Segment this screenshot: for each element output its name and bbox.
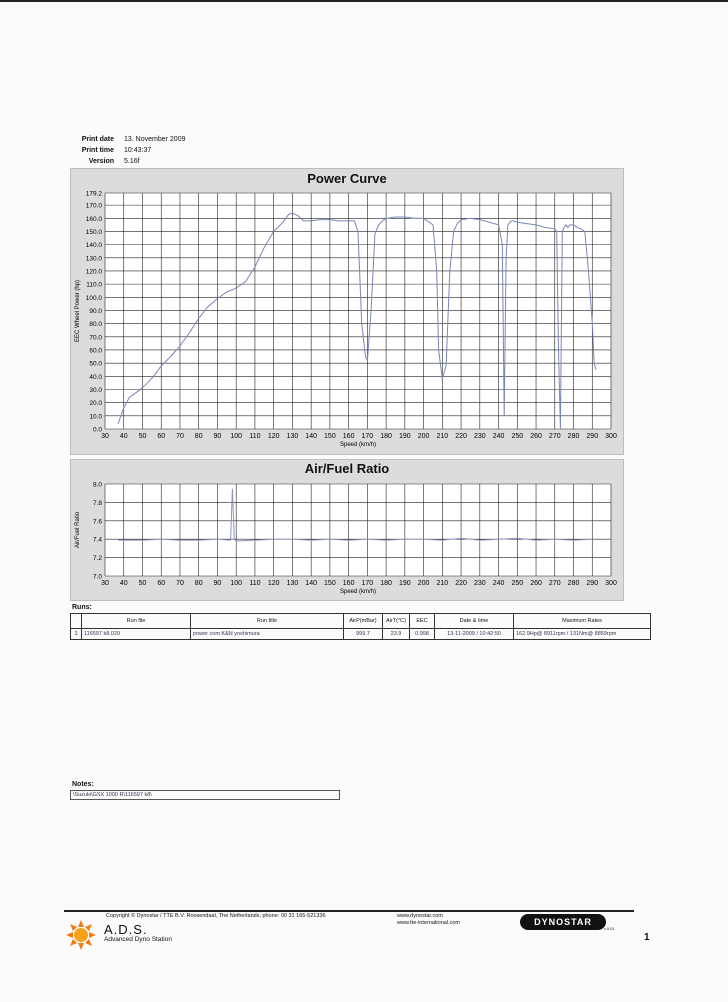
runs-header-datetime: Date & time	[435, 614, 514, 629]
footer-divider	[64, 910, 634, 912]
chart0-xtick-label: 90	[213, 433, 222, 440]
chart0-ytick-label: 20.0	[89, 400, 102, 408]
run-index: 1	[71, 629, 82, 640]
run-datetime: 13-11-2009 / 10:42:50	[435, 629, 514, 640]
version-label: Version	[88, 158, 114, 165]
runs-header-row	[71, 614, 651, 629]
chart0-xtick-label: 280	[567, 433, 580, 440]
print-time-label: Print time	[81, 147, 114, 154]
chart0-xtick-label: 80	[194, 433, 203, 440]
chart0-xtick-label: 130	[286, 433, 299, 440]
runs-header-airt: AirT(°C)	[383, 614, 410, 629]
chart0-xtick-label: 170	[361, 433, 374, 440]
run-max-rates: 162.9Hp@ 8911rpm / 131Nm@ 8859rpm	[514, 629, 651, 640]
chart1-plot-area	[105, 484, 611, 576]
notes-field[interactable]: \Suzuki\GSX 1000 R\116597 k8\	[70, 790, 340, 800]
chart0-xtick-label: 270	[548, 433, 561, 440]
chart1-xtick-label: 80	[194, 580, 203, 587]
chart0-xlabel: Speed (km/h)	[339, 442, 377, 448]
runs-header-file: Run file	[82, 614, 191, 629]
footer-links	[397, 913, 460, 927]
chart0-xtick-label: 230	[473, 433, 486, 440]
chart0-ytick-label: 0.0	[92, 426, 102, 434]
chart0-ytick-label: 140.0	[85, 242, 102, 250]
chart1-xtick-label: 300	[605, 580, 617, 587]
top-border	[0, 0, 728, 2]
chart1-xtick-label: 130	[286, 580, 299, 587]
chart1-xtick-label: 280	[567, 580, 580, 587]
chart1-xtick-label: 250	[511, 580, 524, 587]
chart1-xtick-label: 110	[249, 580, 261, 587]
chart0-ytick-label: 90.0	[89, 307, 102, 315]
chart0-ytick-label: 40.0	[89, 373, 102, 381]
chart0-xtick-label: 240	[492, 433, 505, 440]
chart1-xtick-label: 90	[213, 580, 222, 587]
chart0-ytick-label: 150.0	[85, 228, 102, 236]
chart1-xtick-label: 180	[380, 580, 392, 587]
chart1-ytick-label: 7.6	[92, 518, 102, 526]
run-file: 116597 k8.029	[82, 629, 191, 640]
power-curve-chart	[71, 169, 623, 454]
dynostar-version: v.0.01	[604, 926, 615, 931]
chart0-xtick-label: 100	[230, 433, 243, 440]
page-number: 1	[644, 932, 650, 943]
chart0-ytick-label: 60.0	[89, 347, 102, 355]
version-value: 5.16f	[124, 158, 140, 165]
print-date-label: Print date	[81, 136, 114, 143]
chart0-xtick-label: 40	[119, 433, 128, 440]
copyright-text: Copyright © Dynostar / TTE B.V. Roosendaal, The Netherlands, phone: 00 31 165-521336	[106, 913, 326, 919]
chart1-xtick-label: 260	[530, 580, 542, 587]
runs-header-index	[71, 614, 82, 629]
runs-header-max-rates: Maximum Rates	[514, 614, 651, 629]
chart0-xtick-label: 150	[324, 433, 336, 440]
chart0-xtick-label: 70	[176, 433, 184, 440]
run-title: power com K&N yoshimura	[191, 629, 344, 640]
chart1-xtick-label: 160	[342, 580, 355, 587]
chart1-xtick-label: 100	[230, 580, 243, 587]
chart0-xtick-label: 160	[342, 433, 355, 440]
link-dynostar[interactable]: www.dynostar.com	[397, 913, 443, 919]
chart0-ytick-label: 50.0	[89, 360, 102, 368]
table-row[interactable]	[71, 629, 651, 640]
chart0-xtick-label: 140	[305, 433, 317, 440]
chart0-xtick-label: 250	[511, 433, 524, 440]
chart0-xtick-label: 210	[436, 433, 449, 440]
chart1-xtick-label: 120	[267, 580, 280, 587]
chart0-ytick-label: 179.2	[85, 190, 102, 198]
chart0-xtick-label: 180	[380, 433, 392, 440]
chart1-xtick-label: 70	[176, 580, 184, 587]
chart1-xtick-label: 60	[157, 580, 166, 587]
chart0-ylabel: EEC Wheel Power (hp)	[75, 279, 81, 343]
chart1-xtick-label: 170	[361, 580, 374, 587]
chart0-ytick-label: 120.0	[85, 268, 102, 276]
ads-logo-icon	[64, 918, 98, 957]
chart0-ytick-label: 110.0	[86, 281, 102, 289]
chart0-ytick-label: 130.0	[85, 255, 102, 263]
chart0-xtick-label: 120	[267, 433, 280, 440]
chart1-xtick-label: 220	[455, 580, 467, 587]
print-time-value: 10:43:37	[124, 147, 152, 154]
chart0-xtick-label: 30	[101, 433, 109, 440]
notes-label: Notes:	[72, 781, 94, 788]
chart0-plot-area	[105, 193, 611, 429]
chart1-ytick-label: 8.0	[92, 481, 102, 489]
chart1-ytick-label: 7.2	[92, 555, 102, 563]
chart1-ylabel: Air/Fuel Ratio	[75, 511, 81, 549]
link-tte[interactable]: www.tte-international.com	[397, 920, 460, 926]
chart1-xtick-label: 40	[119, 580, 128, 587]
run-eec: 0.998	[410, 629, 435, 640]
chart0-xtick-label: 220	[455, 433, 467, 440]
air-fuel-title: Air/Fuel Ratio	[304, 461, 390, 476]
air-fuel-chart	[71, 460, 623, 600]
chart1-ytick-label: 7.4	[92, 536, 102, 544]
air-fuel-panel	[70, 459, 624, 601]
chart1-xtick-label: 30	[101, 580, 109, 587]
runs-header-eec: EEC	[410, 614, 435, 629]
chart0-ytick-label: 80.0	[89, 321, 102, 329]
power-curve-title: Power Curve	[307, 171, 387, 186]
chart1-xtick-label: 50	[138, 580, 147, 587]
print-date-value: 13. November 2009	[124, 136, 186, 143]
chart0-xtick-label: 290	[586, 433, 599, 440]
runs-header-airp: AirP(mBar)	[344, 614, 383, 629]
chart0-xtick-label: 50	[138, 433, 147, 440]
chart1-xlabel: Speed (km/h)	[339, 589, 377, 595]
chart1-xtick-label: 290	[586, 580, 599, 587]
runs-label: Runs:	[72, 604, 92, 611]
chart0-ytick-label: 160.0	[85, 215, 102, 223]
chart0-ytick-label: 100.0	[85, 294, 102, 302]
chart0-xtick-label: 200	[417, 433, 430, 440]
chart1-xtick-label: 200	[417, 580, 430, 587]
chart1-xtick-label: 150	[324, 580, 336, 587]
chart0-xtick-label: 60	[157, 433, 166, 440]
chart0-xtick-label: 190	[399, 433, 411, 440]
print-metadata	[70, 134, 185, 167]
run-airt: 23.9	[383, 629, 410, 640]
ads-wordmark: A.D.S.	[104, 922, 148, 937]
runs-table	[70, 613, 651, 640]
run-airp: 999.7	[344, 629, 383, 640]
chart0-ytick-label: 30.0	[89, 386, 102, 394]
chart1-xtick-label: 140	[305, 580, 317, 587]
chart1-ytick-label: 7.0	[92, 573, 102, 581]
runs-header-title: Run title	[191, 614, 344, 629]
chart1-xtick-label: 240	[492, 580, 505, 587]
chart0-xtick-label: 300	[605, 433, 617, 440]
chart0-ytick-label: 170.0	[85, 202, 102, 210]
power-curve-panel	[70, 168, 624, 455]
chart0-ytick-label: 10.0	[89, 413, 102, 421]
chart0-xtick-label: 260	[530, 433, 542, 440]
dynostar-logo: DYNOSTAR	[520, 914, 606, 930]
ads-subtitle: Advanced Dyno Station	[104, 936, 172, 943]
chart1-ytick-label: 7.8	[92, 499, 102, 507]
chart1-xtick-label: 270	[548, 580, 561, 587]
chart1-xtick-label: 230	[473, 580, 486, 587]
chart1-xtick-label: 210	[436, 580, 449, 587]
chart0-xtick-label: 110	[249, 433, 261, 440]
chart1-xtick-label: 190	[399, 580, 411, 587]
chart0-ytick-label: 70.0	[89, 334, 102, 342]
